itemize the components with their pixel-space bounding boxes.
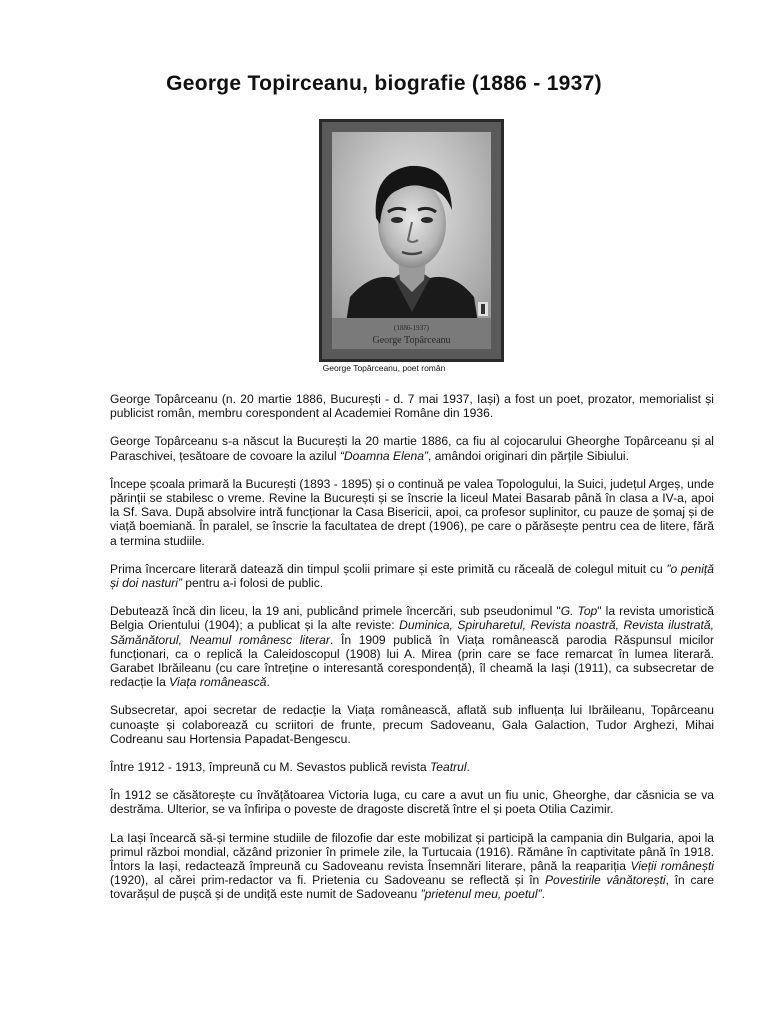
text-segment: În 1912 se căsătorește cu învățătoarea Victoria Iuga, cu care a avut un fiu unic, Gheorghe, dar căsnicia se va destrăma. Ulterior, se va înfiripa o poveste de dragoste discretă între el și poeta Otilia Cazimir. [110,788,714,817]
paragraph [110,831,714,902]
paragraph [110,604,714,689]
paragraph [110,760,714,774]
paragraph [110,477,714,548]
portrait-frame [319,119,504,362]
portrait-image [332,132,491,349]
portrait-plate-name: George Topârceanu [372,335,451,346]
italic-text: “Doamna Elena” [339,448,428,463]
text-segment: . În 1909 publică în Viața românească parodia Răspunsul micilor funcționari, ca o replică la Caleidoscopul (1908) lui A. Mirea (prin care se face remarcat în lumea literară. Garabet Ibrăileanu (cu care întreține o interesantă corespondență), îl cheamă la Iași (1911), ca subsecretar de redacție la [110,632,714,690]
italic-text: Vieții românești [630,859,714,874]
italic-text: Duminica, Spiruharetul, Revista noastră, Revista ilustrată, Sămănătorul, Neamul românesc literar [110,618,714,647]
article-body [110,392,714,902]
text-segment: " la revista umoristică Belgia Orientului (1904); a publicat și la alte reviste: [110,604,714,633]
text-segment: . [541,887,546,902]
italic-text: ”o peniță și doi nasturi” [110,561,714,591]
text-segment: Începe școala primară la București (1893 - 1895) și o continuă pe valea Topologului, la Suici, județul Argeș, unde părinții se stabilesc o vreme. Revine la București și se înscrie la liceul Matei Basarab până în clasa a IV-a, apoi la Sf. Sava. După absolvire intră funcționar la Casa Bisericii, apoi, ca profesor suplinitor, cu pauze de șomaj și de viață boemiană. În paralel, se înscrie la facultatea de drept (1906), pe care o părăsește pentru cea de litere, fără a termina studiile. [110,476,714,548]
text-segment: Debutează încă din liceu, la 19 ani, publicând primele încercări, sub pseudonimul " [110,604,561,619]
text-segment: Subsecretar, apoi secretar de redacție la Viața românească, aflată sub influența lui Ibrăileanu, Topârceanu cunoaște și colaborează cu scriitori de frunte, precum Sadoveanu, Gala Galaction, Tudor Arghezi, Mihai Codreanu sau Hortensia Papadat-Bengescu. [110,703,714,746]
paragraph [110,434,714,462]
paragraph [110,562,714,590]
text-segment: La Iași încearcă să-și termine studiile de filozofie dar este mobilizat și participă la campania din Bulgaria, apoi la primul război mondial, căzând prizonier în primele zile, la Turtucaia (1916). Rămâne în captivitate până în 1918. Întors la Iași, redactează împreună cu Sadoveanu revista Însemnări literare, până la reapariția [110,830,714,874]
italic-text: ”prietenul meu, poetul” [420,887,542,902]
portrait-photo [322,122,501,359]
text-segment: , în care tovarășul de pușcă și de undiță este numit de Sadoveanu [110,873,714,902]
paragraph [110,703,714,746]
text-segment: George Topârceanu (n. 20 martie 1886, București - d. 7 mai 1937, Iași) a fost un poet, prozator, memorialist și publicist român, membru corespondent al Academiei Române din 1936. [110,392,714,421]
text-segment: . [266,675,270,690]
paragraph [110,392,714,420]
portrait-plate-years: (1886-1937) [394,324,429,332]
text-segment: pentru a-i folosi de public. [181,576,324,591]
paragraph [110,788,714,816]
text-segment: , amândoi originari din părțile Sibiului. [427,448,629,463]
text-segment: (1920), al cărei prim-redactor va fi. Prietenia cu Sadoveanu se reflectă și în [110,873,545,888]
portrait-caption: George Topârceanu, poet român [322,363,446,373]
page-title: George Topirceanu, biografie (1886 - 1937) [166,72,602,95]
italic-text: Teatrul [429,760,467,775]
text-segment: Prima încercare literară datează din timpul școlii primare și este primită cu răceală de colegul mituit cu [110,561,667,576]
italic-text: Povestirile vânătorești [544,873,666,888]
text-segment: Între 1912 - 1913, împreună cu M. Sevastos publică revista [110,760,430,775]
italic-text: G. Top [560,604,598,619]
italic-text: Viața românească [169,675,267,690]
text-segment: . [466,760,470,775]
text-segment: George Topârceanu s-a născut la București la 20 martie 1886, ca fiu al cojocarului Gheorghe Topârceanu și al Paraschivei, țesătoare de covoare la azilul [110,434,714,463]
